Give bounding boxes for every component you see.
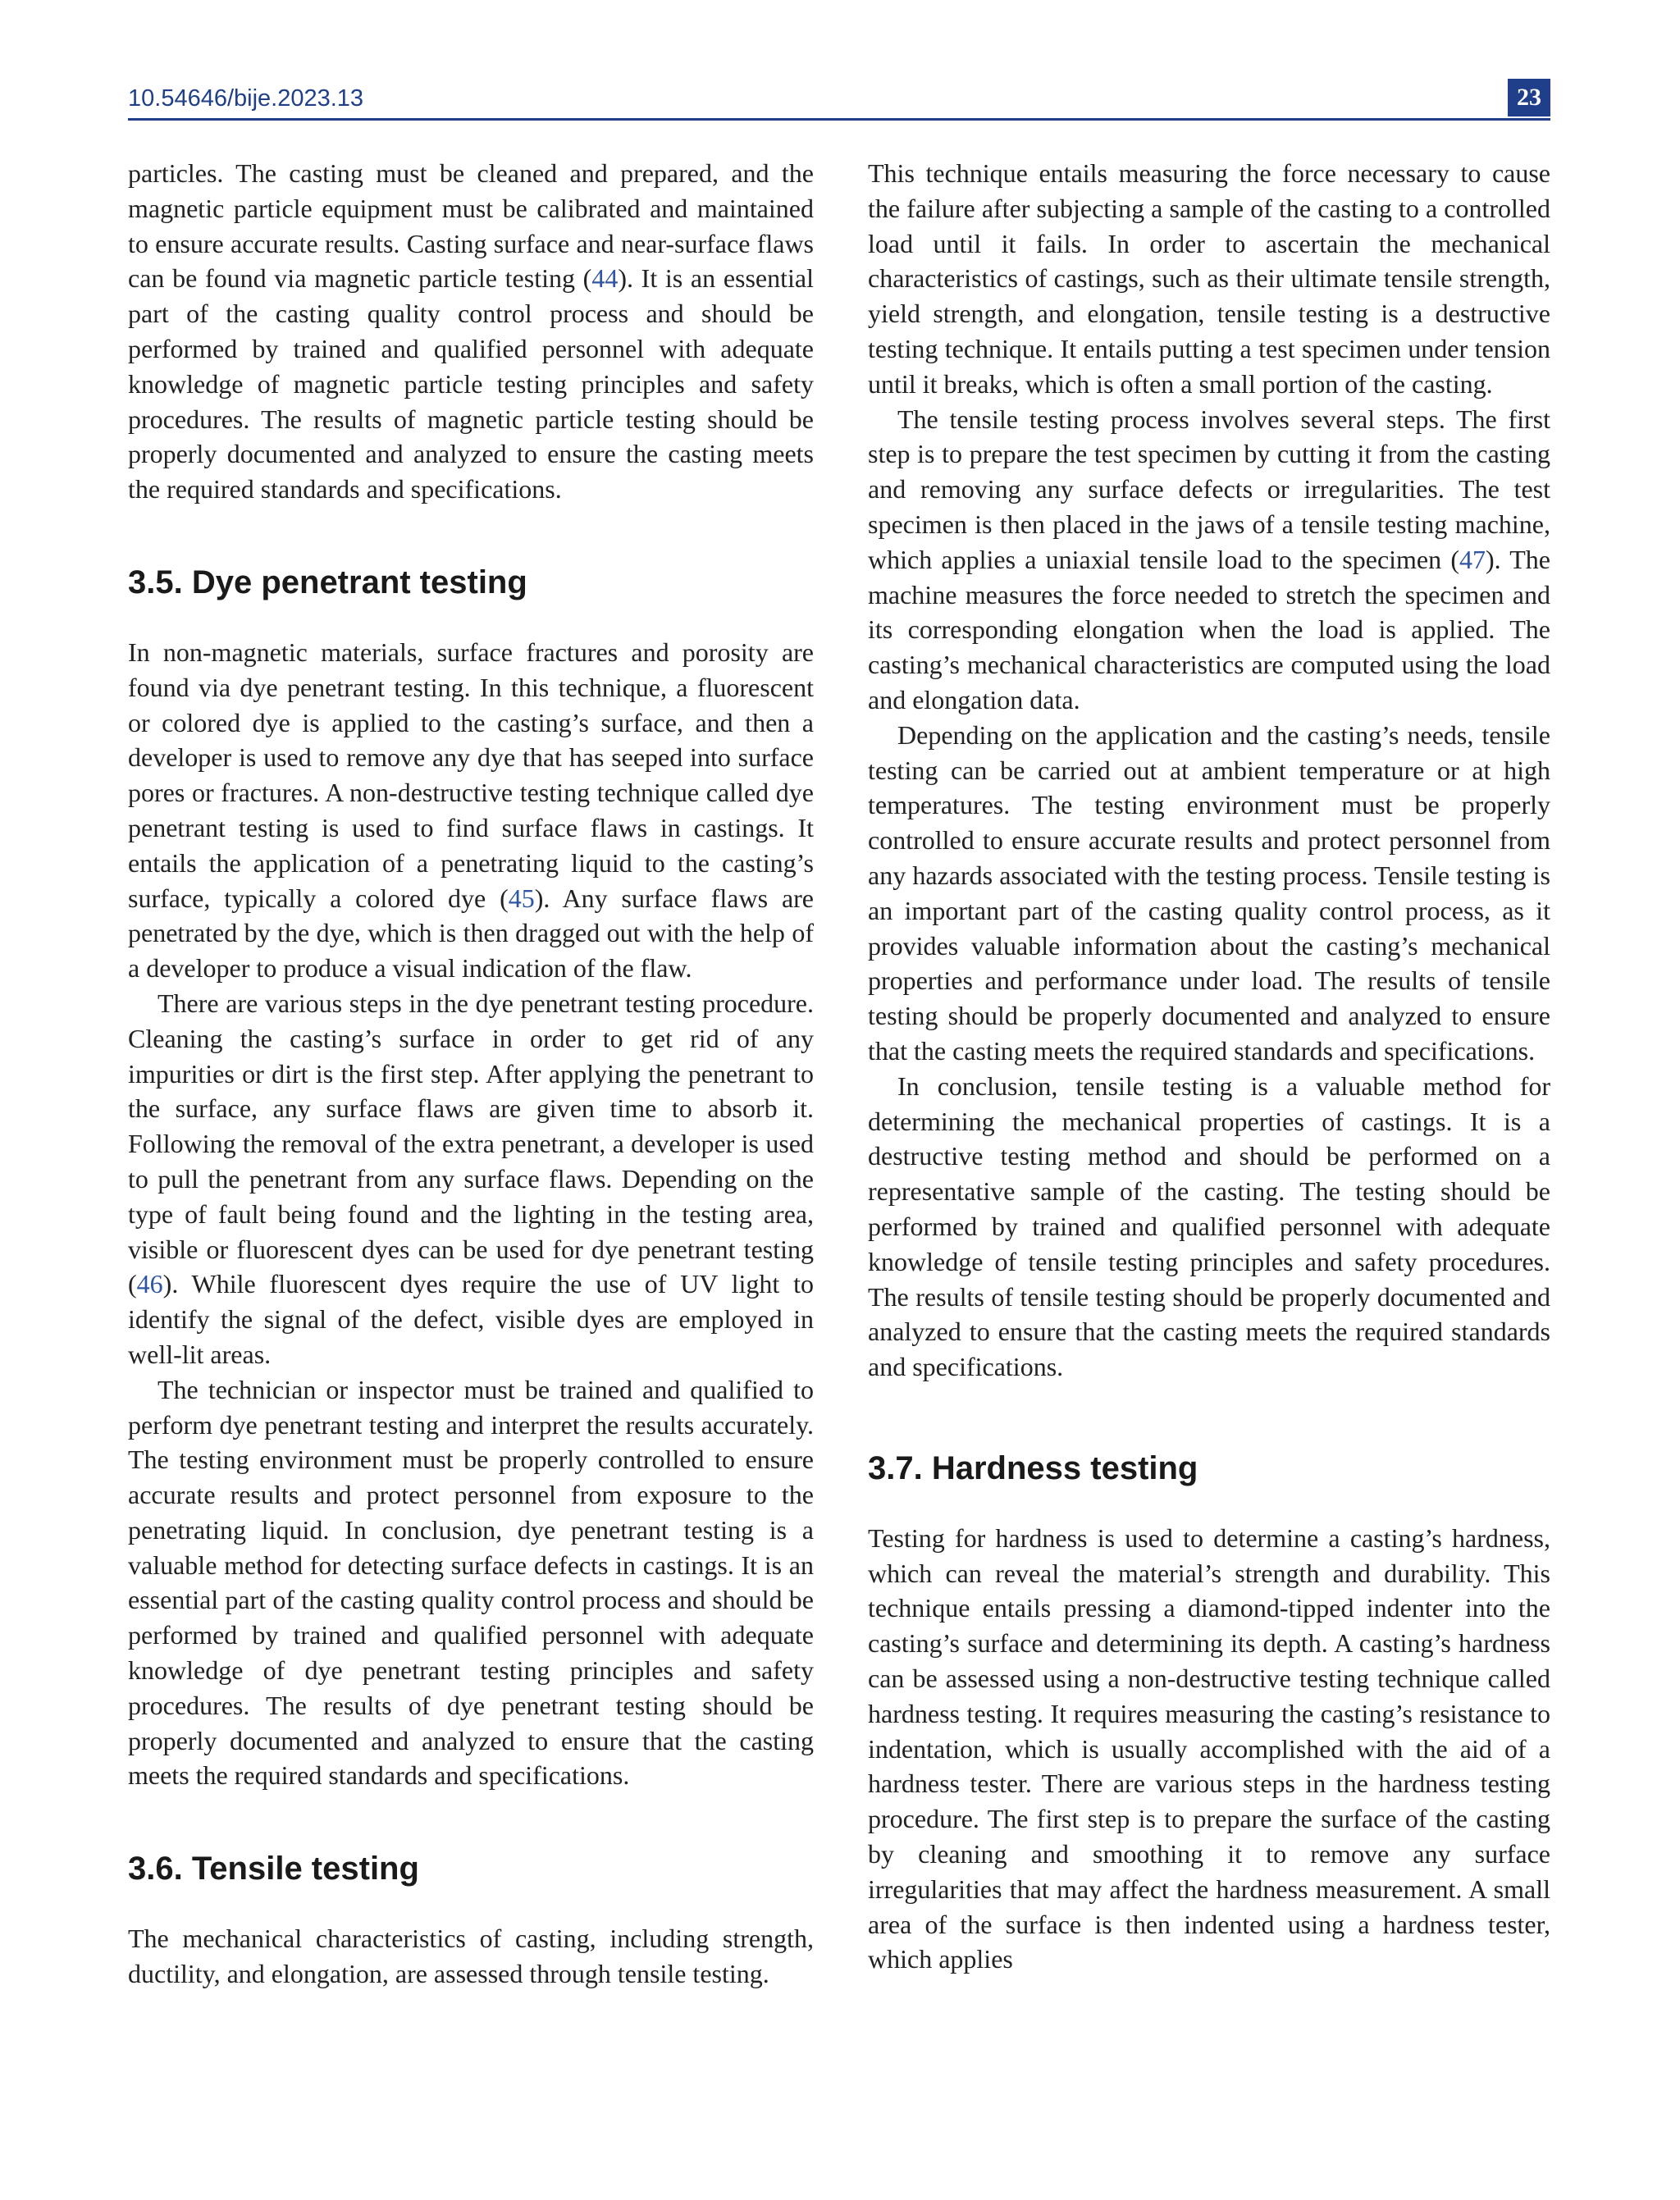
citation-47[interactable]: 47 <box>1459 544 1486 574</box>
citation-44[interactable]: 44 <box>591 263 619 294</box>
paragraph-hardness: Testing for hardness is used to determine a casting’s hardness, which can reveal the material’s strength and durability. This technique entails pressing a diamond-tipped indenter into the casting’s surface and determining its depth. A casting’s hardness can be assessed using a non-destructive testing technique called hardness testing. It requires measuring the casting’s resistance to indentation, which is usually accomplished with the aid of a hardness tester. There are various steps in the hardness testing procedure. The first step is to prepare the surface of the casting by cleaning and smoothing it to remove any surface irregularities that may affect the hardness measurement. A small area of the surface is then indented using a hardness tester, which applies <box>868 1522 1550 1974</box>
citation-45[interactable]: 45 <box>508 883 535 913</box>
paragraph-dye-3: The technician or inspector must be trained and qualified to perform dye penetrant testing and interpret the results accurately. The testing environment must be properly controlled to ensure accurate results and protect personnel from exposure to the penetrating liquid. In conclusion, dye penetrant testing is a valuable method for detecting surface defects in castings. It is an essential part of the casting quality control process and should be performed by trained and qualified personnel with adequate knowledge of dye penetrant testing principles and safety procedures. The results of dye penetrant testing should be properly documented and analyzed to ensure that the casting meets the required standards and specifications. <box>128 1374 814 1791</box>
section-heading-3-5: 3.5. Dye penetrant testing <box>128 564 527 600</box>
doi-link[interactable]: 10.54646/bije.2023.13 <box>128 85 364 112</box>
right-column <box>868 156 1550 1977</box>
paragraph-dye-1: In non-magnetic materials, surface fractures and porosity are found via dye penetrant testing. In this technique, a fluorescent or colored dye is applied to the casting’s surface, and then a developer is used to remove any dye that has seeped into surface pores or fractures. A non-destructive testing technique called dye penetrant testing is used to find surface flaws in castings. It entails the application of a penetrating liquid to the casting’s surface, typically a colored dye (45). Any surface flaws are penetrated by the dye, which is then dragged out with the help of a developer to produce a visual indication of the flaw. <box>128 637 815 984</box>
paragraph-tensile-intro: The mechanical characteristics of casting, including strength, ductility, and elongation, are assessed through tensile testing. <box>128 1924 814 1989</box>
section-heading-3-6: 3.6. Tensile testing <box>128 1851 419 1887</box>
citation-46[interactable]: 46 <box>136 1269 163 1299</box>
paragraph-magnetic-continued: particles. The casting must be cleaned and prepared, and the magnetic particle equipment must be calibrated and maintained to ensure accurate results. Casting surface and near-surface flaws can be found via magnetic particle testing (44). It is an essential part of the casting quality control process and should be performed by trained and qualified personnel with adequate knowledge of magnetic particle testing principles and safety procedures. The results of magnetic particle testing should be properly documented and analyzed to ensure the casting meets the required standards and specifications. <box>128 158 815 504</box>
header-rule <box>128 118 1550 121</box>
page-number-badge: 23 <box>1508 79 1550 116</box>
paragraph-tensile-conclusion: In conclusion, tensile testing is a valuable method for determining the mechanical properties of castings. It is a destructive testing method and should be performed on a representative sample of the casting. The testing should be performed by trained and qualified personnel with adequate knowledge of tensile testing principles and safety procedures. The results of tensile testing should be properly documented and analyzed to ensure that the casting meets the required standards and specifications. <box>868 1070 1550 1382</box>
paragraph-tensile-process: The tensile testing process involves several steps. The first step is to prepare the test specimen by cutting it from the casting and removing any surface defects or irregularities. The test specimen is then placed in the jaws of a tensile testing machine, which applies a uniaxial tensile load to the specimen (47). The machine measures the force needed to stretch the specimen and its corresponding elongation when the load is applied. The casting’s mechanical characteristics are computed using the load and elongation data. <box>868 404 1551 714</box>
paragraph-dye-2: There are various steps in the dye penetrant testing procedure. Cleaning the casting’s surface in order to get rid of any impurities or dirt is the first step. After applying the penetrant to the surface, any surface flaws are given time to absorb it. Following the removal of the extra penetrant, a developer is used to pull the penetrant from any surface flaws. Depending on the type of fault being found and the lighting in the testing area, visible or fluorescent dyes can be used for dye penetrant testing (46). While fluorescent dyes require the use of UV light to identify the signal of the defect, visible dyes are employed in well-lit areas. <box>128 988 814 1369</box>
paragraph-tensile-application: Depending on the application and the casting’s needs, tensile testing can be carried out at ambient temperature or at high temperatures. The testing environment must be properly controlled to ensure accurate results and protect personnel from any hazards associated with the testing process. Tensile testing is an important part of the casting quality control process, as it provides valuable information about the casting’s mechanical properties and performance under load. The results of tensile testing should be properly documented and analyzed to ensure that the casting meets the required standards and specifications. <box>868 719 1550 1066</box>
section-heading-3-7: 3.7. Hardness testing <box>868 1449 1198 1486</box>
paragraph-tensile-technique: This technique entails measuring the force necessary to cause the failure after subjecting a sample of the casting to a controlled load until it fails. In order to ascertain the mechanical characteristics of castings, such as their ultimate tensile strength, yield strength, and elongation, tensile testing is a destructive testing technique. It entails putting a test specimen under tension until it breaks, which is often a small portion of the casting. <box>868 158 1550 399</box>
left-column <box>128 156 814 1992</box>
page-header <box>128 79 1550 118</box>
